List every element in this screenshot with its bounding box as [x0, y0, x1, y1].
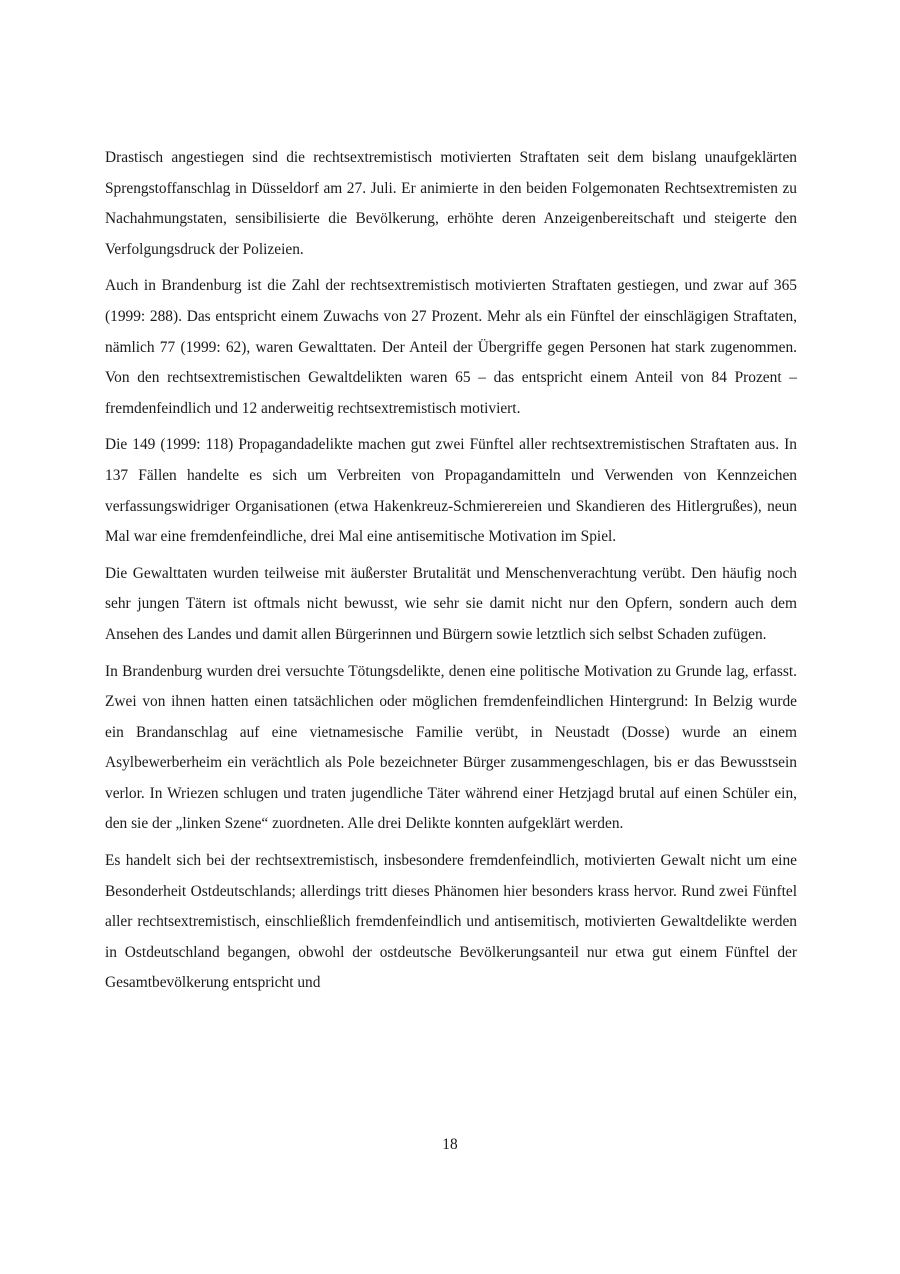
page-body: [105, 143, 797, 1005]
paragraph-5: In Brandenburg wurden drei versuchte Tötungsdelikte, denen eine politische Motivation zu Grunde lag, erfasst. Zwei von ihnen hatten einen tatsächlichen oder möglichen fremdenfeindlichen Hintergrund: In Belzig wurde ein Brandanschlag auf eine vietnamesische Familie verübt, in Neustadt (Dosse) wurde an einem Asylbewerberheim ein verächtlich als Pole bezeichneter Bürger zusammengeschlagen, bis er das Bewusstsein verlor. In Wriezen schlugen und traten jugendliche Täter während einer Hetzjagd brutal auf einen Schüler ein, den sie der „linken Szene“ zuordneten. Alle drei Delikte konnten aufgeklärt werden.: [105, 662, 797, 833]
paragraph-6: Es handelt sich bei der rechtsextremistisch, insbesondere fremdenfeindlich, motivierten Gewalt nicht um eine Besonderheit Ostdeutschlands; allerdings tritt dieses Phänomen hier besonders krass hervor. Rund zwei Fünftel aller rechtsextremistisch, einschließlich fremdenfeindlich und antisemitisch, motivierten Gewaltdelikte werden in Ostdeutschland begangen, obwohl der ostdeutsche Bevölkerungsanteil nur etwa gut einem Fünftel der Gesamtbevölkerung entspricht und: [105, 852, 797, 992]
page-number: 18: [442, 1136, 458, 1153]
paragraph-2: Auch in Brandenburg ist die Zahl der rechtsextremistisch motivierten Straftaten gestiegen, und zwar auf 365 (1999: 288). Das entspricht einem Zuwachs von 27 Prozent. Mehr als ein Fünftel der einschlägigen Straftaten, nämlich 77 (1999: 62), waren Gewalttaten. Der Anteil der Übergriffe gegen Personen hat stark zugenommen. Von den rechtsextremistischen Gewaltdelikten waren 65 – das entspricht einem Anteil von 84 Prozent – fremdenfeindlich und 12 anderweitig rechtsextremistisch motiviert.: [105, 277, 797, 417]
paragraph-4: Die Gewalttaten wurden teilweise mit äußerster Brutalität und Menschenverachtung verübt. Den häufig noch sehr jungen Tätern ist oftmals nicht bewusst, wie sehr sie damit nicht nur den Opfern, sondern auch dem Ansehen des Landes und damit allen Bürgerinnen und Bürgern sowie letztlich sich selbst Schaden zufügen.: [105, 564, 797, 643]
paragraph-1: Drastisch angestiegen sind die rechtsextremistisch motivierten Straftaten seit dem bislang unaufgeklärten Sprengstoffanschlag in Düsseldorf am 27. Juli. Er animierte in den beiden Folgemonaten Rechtsextremisten zu Nachahmungstaten, sensibilisierte die Bevölkerung, erhöhte deren Anzeigenbereitschaft und steigerte den Verfolgungsdruck der Polizeien.: [105, 149, 797, 258]
paragraph-3: Die 149 (1999: 118) Propagandadelikte machen gut zwei Fünftel aller rechtsextremistischen Straftaten aus. In 137 Fällen handelte es sich um Verbreiten von Propagandamitteln und Verwenden von Kennzeichen verfassungswidriger Organisationen (etwa Hakenkreuz-Schmierereien und Skandieren des Hitlergrußes), neun Mal war eine fremdenfeindliche, drei Mal eine antisemitische Motivation im Spiel.: [105, 436, 797, 546]
